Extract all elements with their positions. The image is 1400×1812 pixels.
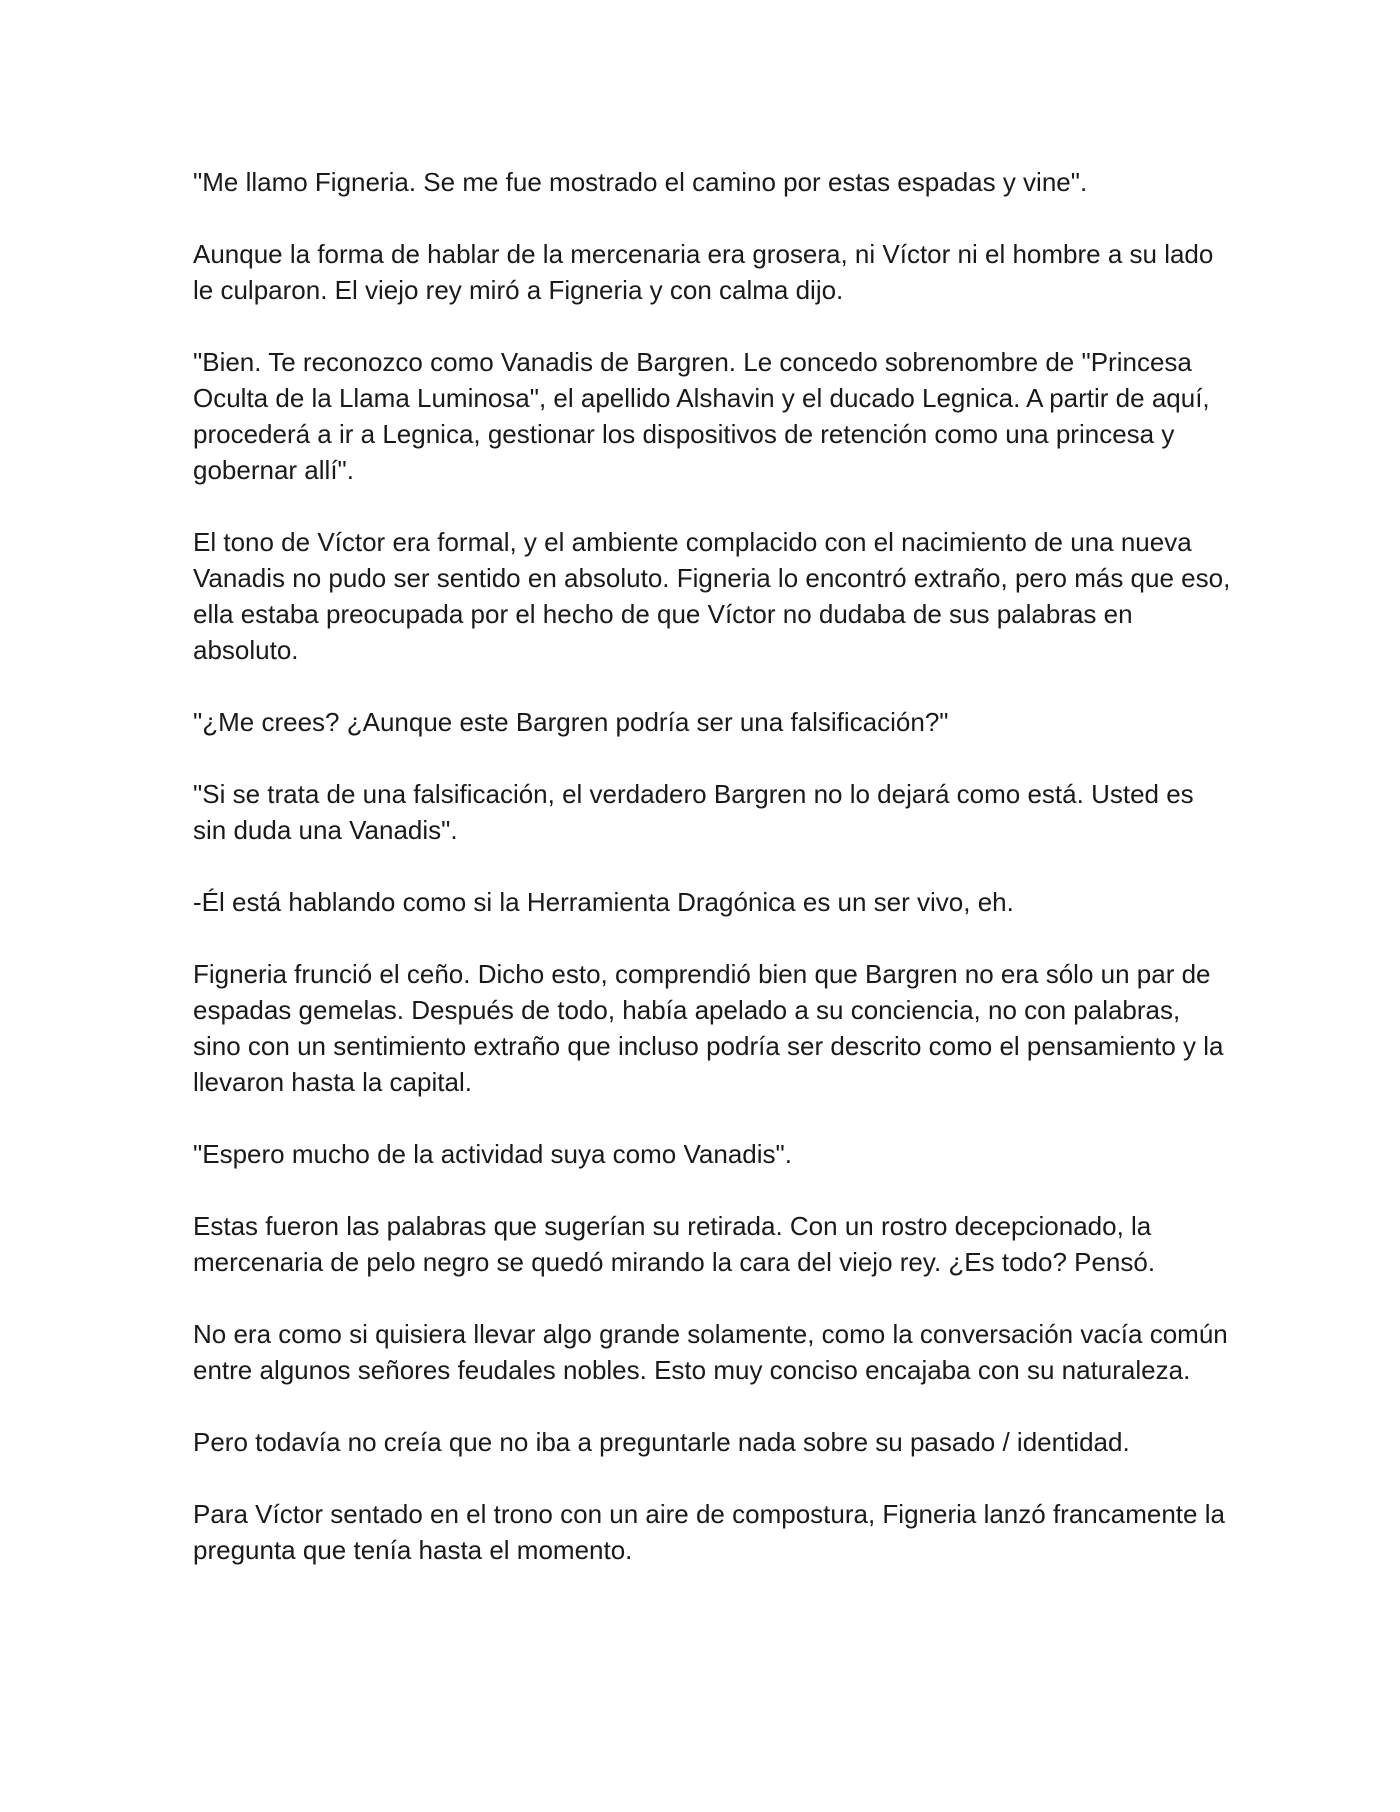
paragraph: "¿Me crees? ¿Aunque este Bargren podría ser una falsificación?" bbox=[193, 707, 949, 737]
paragraph: No era como si quisiera llevar algo grande solamente, como la conversación vacía común entre algunos señores feudales nobles. Esto muy conciso encajaba con su naturaleza. bbox=[193, 1319, 1228, 1385]
document-body bbox=[193, 164, 1233, 1568]
paragraph: Aunque la forma de hablar de la mercenaria era grosera, ni Víctor ni el hombre a su lado le culparon. El viejo rey miró a Figneria y con calma dijo. bbox=[193, 239, 1214, 305]
paragraph: Estas fueron las palabras que sugerían su retirada. Con un rostro decepcionado, la mercenaria de pelo negro se quedó mirando la cara del viejo rey. ¿Es todo? Pensó. bbox=[193, 1211, 1156, 1277]
paragraph: Figneria frunció el ceño. Dicho esto, comprendió bien que Bargren no era sólo un par de espadas gemelas. Después de todo, había apelado a su conciencia, no con palabras, sino con un sentimiento extraño que incluso podría ser descrito como el pensamiento y la llevaron hasta la capital. bbox=[193, 959, 1224, 1097]
paragraph: Para Víctor sentado en el trono con un aire de compostura, Figneria lanzó francamente la pregunta que tenía hasta el momento. bbox=[193, 1499, 1225, 1565]
paragraph: "Espero mucho de la actividad suya como Vanadis". bbox=[193, 1139, 792, 1169]
paragraph: Pero todavía no creía que no iba a preguntarle nada sobre su pasado / identidad. bbox=[193, 1427, 1130, 1457]
paragraph: "Si se trata de una falsificación, el verdadero Bargren no lo dejará como está. Usted es sin duda una Vanadis". bbox=[193, 779, 1194, 845]
paragraph: "Me llamo Figneria. Se me fue mostrado el camino por estas espadas y vine". bbox=[193, 167, 1088, 197]
paragraph: El tono de Víctor era formal, y el ambiente complacido con el nacimiento de una nueva Vanadis no pudo ser sentido en absoluto. Figneria lo encontró extraño, pero más que eso, ella estaba preocupada por el hecho de que Víctor no dudaba de sus palabras en absoluto. bbox=[193, 527, 1231, 665]
paragraph: "Bien. Te reconozco como Vanadis de Bargren. Le concedo sobrenombre de "Princesa Oculta de la Llama Luminosa", el apellido Alshavin y el ducado Legnica. A partir de aquí, procederá a ir a Legnica, gestionar los dispositivos de retención como una princesa y gobernar allí". bbox=[193, 347, 1210, 485]
paragraph: -Él está hablando como si la Herramienta Dragónica es un ser vivo, eh. bbox=[193, 887, 1014, 917]
